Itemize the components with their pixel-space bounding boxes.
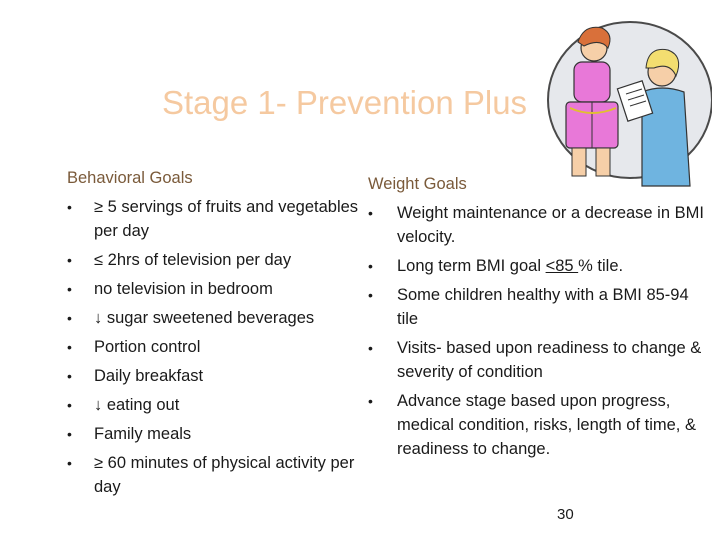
list-item: • Family meals — [67, 422, 367, 446]
bullet-icon: • — [368, 205, 373, 221]
slide-title: Stage 1- Prevention Plus — [162, 84, 528, 121]
bullet-icon: • — [368, 340, 373, 356]
weight-goals-heading: Weight Goals — [368, 175, 467, 193]
behavioral-goals-list — [67, 195, 367, 499]
list-item: • Long term BMI goal <85 % tile. — [368, 254, 714, 278]
bullet-icon: • — [67, 397, 72, 413]
bullet-icon: • — [368, 287, 373, 303]
list-item: • Daily breakfast — [67, 364, 367, 388]
weight-goals-list — [368, 201, 714, 461]
weight-goals-column — [368, 172, 714, 461]
list-item: • Some children healthy with a BMI 85-94 tile — [368, 283, 714, 331]
bullet-icon: • — [67, 281, 72, 297]
list-item: • ≥ 60 minutes of physical activity per day — [67, 451, 367, 499]
list-item: • ≥ 5 servings of fruits and vegetables per day — [67, 195, 367, 243]
bullet-icon: • — [67, 426, 72, 442]
list-item: • Weight maintenance or a decrease in BMI velocity. — [368, 201, 714, 249]
list-item: • no television in bedroom — [67, 277, 367, 301]
list-item: • Visits- based upon readiness to change & severity of condition — [368, 336, 714, 384]
list-item: • ≤ 2hrs of television per day — [67, 248, 367, 272]
page-number: 30 — [557, 506, 574, 523]
behavioral-goals-heading: Behavioral Goals — [67, 169, 193, 187]
list-item: • ↓ sugar sweetened beverages — [67, 306, 367, 330]
bullet-icon: • — [368, 258, 373, 274]
bullet-icon: • — [67, 199, 72, 215]
behavioral-goals-column — [67, 166, 367, 499]
doctor-measuring-patient-clipart — [544, 18, 712, 188]
bullet-icon: • — [67, 310, 72, 326]
list-item: • Advance stage based upon progress, medical condition, risks, length of time, & readiness to change. — [368, 389, 714, 461]
bullet-icon: • — [67, 252, 72, 268]
bullet-icon: • — [67, 368, 72, 384]
bullet-icon: • — [67, 455, 72, 471]
bullet-icon: • — [368, 393, 373, 409]
list-item: • Portion control — [67, 335, 367, 359]
list-item: • ↓ eating out — [67, 393, 367, 417]
bullet-icon: • — [67, 339, 72, 355]
